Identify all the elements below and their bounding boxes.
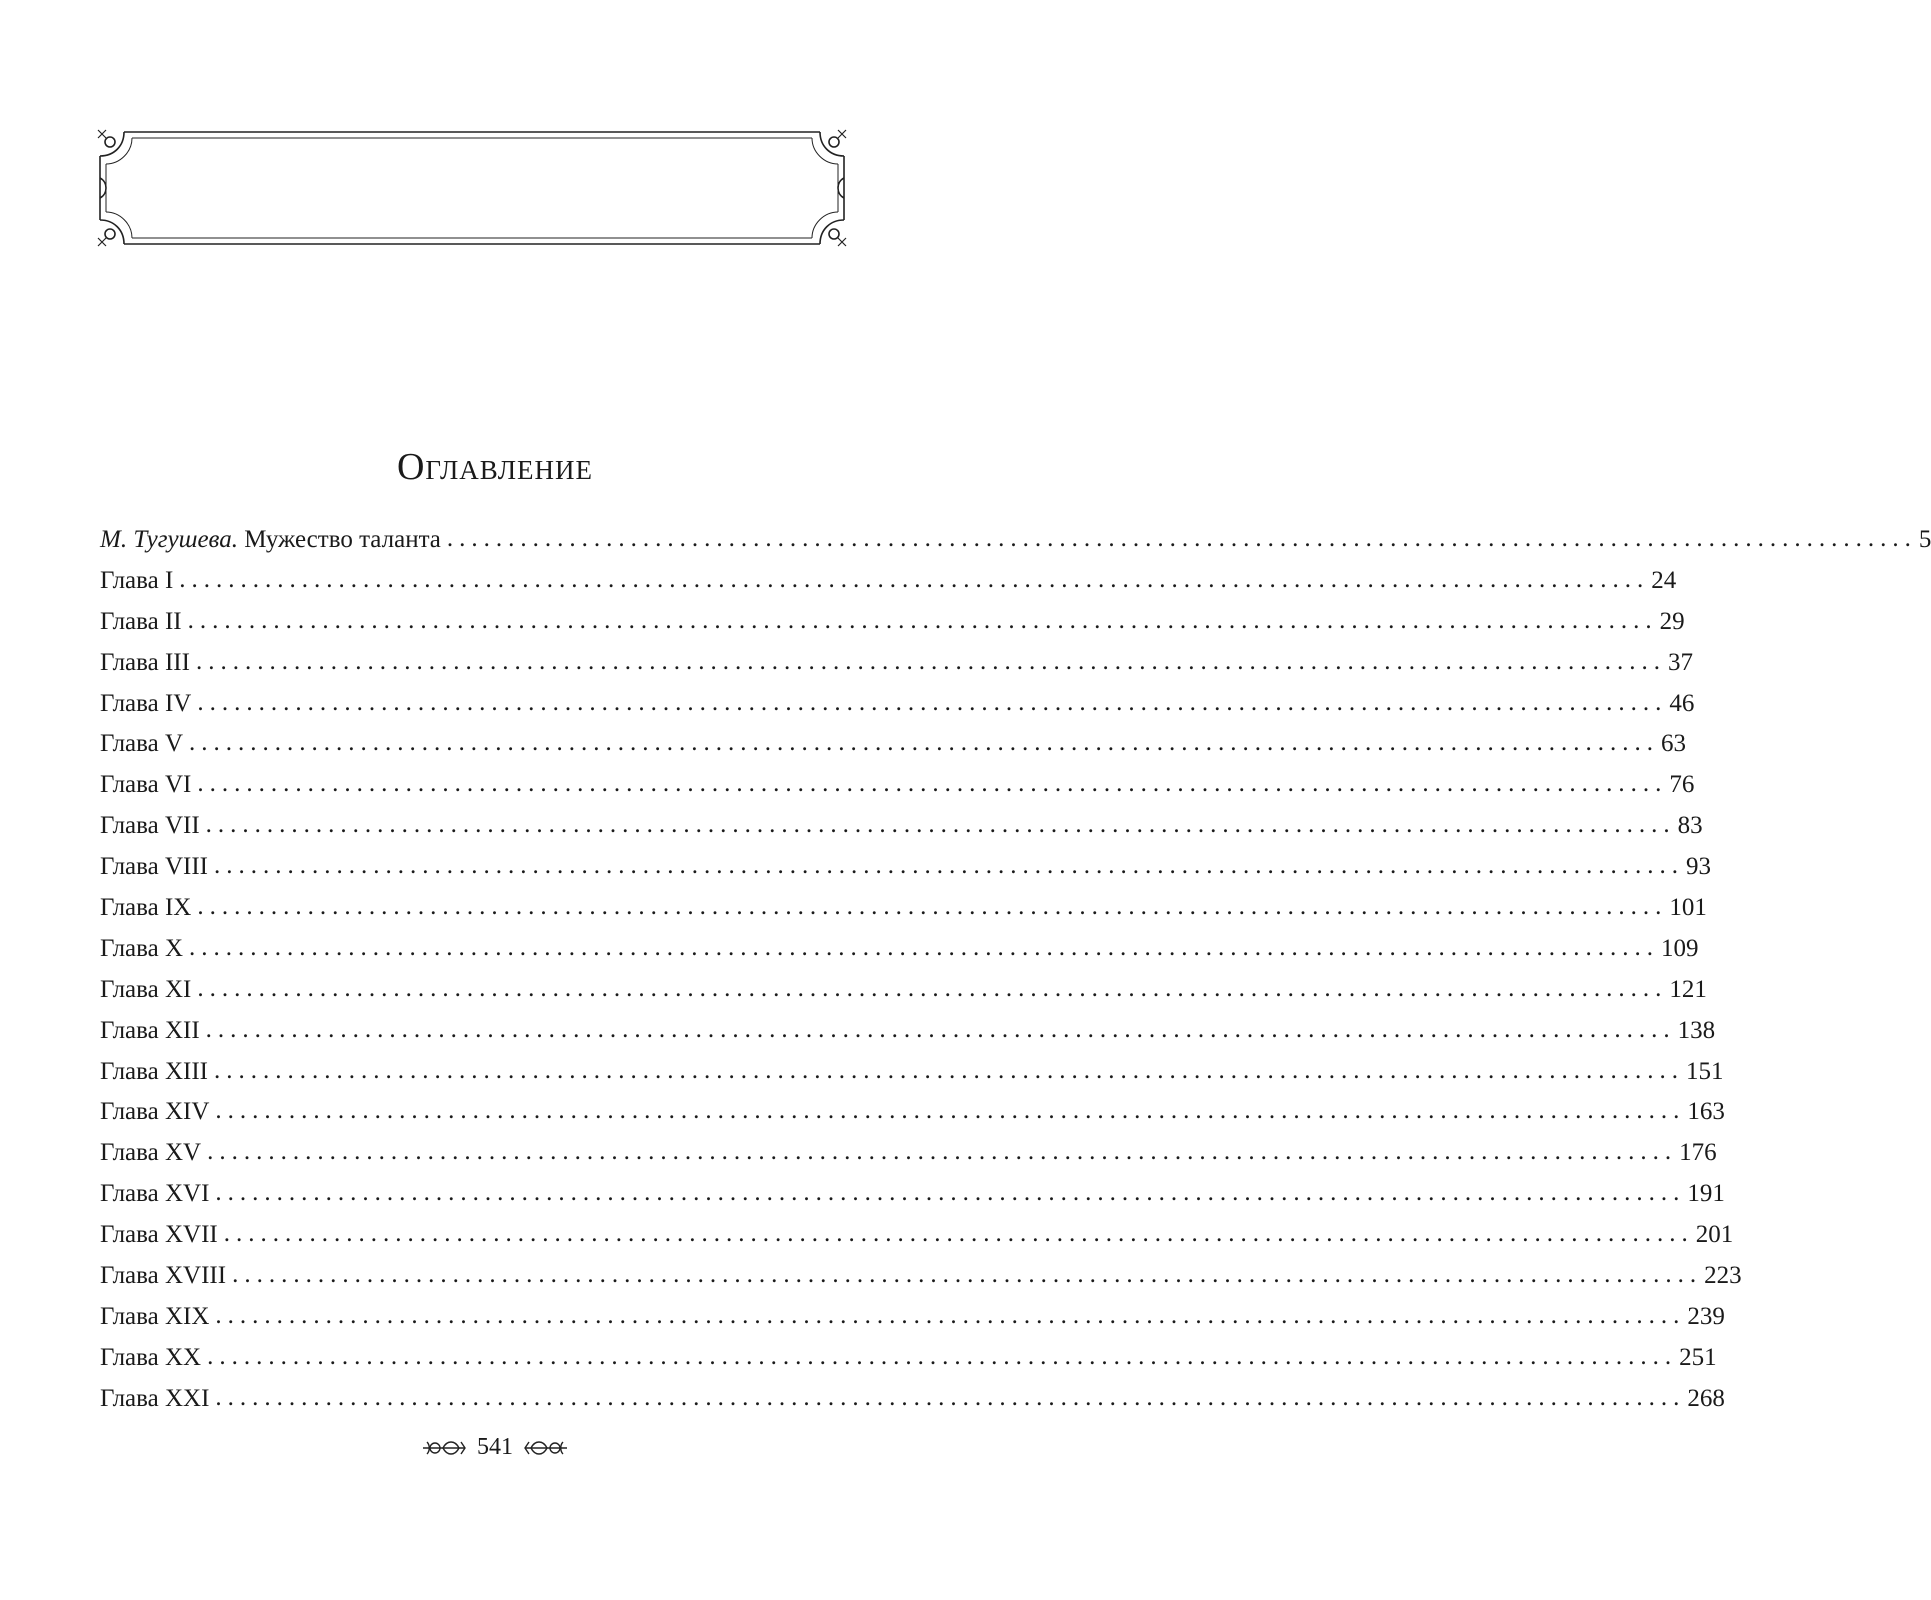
flourish-left-icon [421,1437,467,1459]
toc-entry[interactable] [100,933,1699,977]
toc-entry-page: 37 [1667,648,1693,676]
toc-entry-title: Глава VII [100,812,200,840]
toc-entry[interactable] [100,729,1687,772]
page-title: Оглавление [396,446,594,488]
toc-entry-title: Глава XVI [100,1180,210,1208]
dot-leader: ........................................................................................................................ [223,1220,1694,1248]
toc-entry[interactable] [100,1220,1734,1263]
dot-leader: ........................................................................................................................ [197,688,1668,716]
toc-entry-page: 151 [1686,1057,1724,1085]
toc-entry-page: 76 [1669,771,1695,799]
toc-entry-title: Глава X [100,934,184,962]
toc-entry-title: Глава XVII [100,1221,218,1249]
toc-entry[interactable] [100,1138,1717,1181]
dot-leader: ........................................................................................................................ [214,1056,1684,1084]
dot-leader: ........................................................................................................................ [179,565,1650,593]
toc-entry[interactable] [100,1015,1716,1059]
toc-entry-page: 101 [1669,894,1707,922]
dot-leader: ........................................................................................................................ [205,811,1676,839]
toc-entry-page: 63 [1661,730,1687,758]
page-number: 541 [477,1434,513,1460]
toc-entry[interactable] [100,1261,1742,1304]
toc-entry[interactable] [100,1301,1725,1345]
toc-entry-title: Глава XIV [100,1098,210,1126]
toc-entry-title: Глава XIII [100,1057,208,1085]
toc-entry-title: Глава XXI [100,1384,210,1412]
toc-entry-title: Глава II [100,607,182,635]
toc-entry-title: Глава VI [100,771,192,799]
toc-entry-author: М. Тугушева. [100,526,238,553]
toc-entry-title: Глава XX [100,1343,202,1371]
toc-entry[interactable] [100,893,1707,936]
dot-leader: ........................................................................................................................ [207,1342,1678,1370]
toc-entry[interactable] [100,565,1677,609]
toc-entry-page: 109 [1661,934,1699,962]
dot-leader: ........................................................................................................................ [189,729,1660,757]
toc-entry[interactable] [100,1342,1717,1386]
dot-leader: ........................................................................................................................ [446,525,1917,552]
ornamental-frame-icon [96,128,848,248]
toc-entry[interactable] [100,1097,1725,1140]
dot-leader: ........................................................................................................................ [207,1138,1678,1166]
toc-entry-page: 121 [1669,975,1707,1003]
dot-leader: ........................................................................................................................ [215,1383,1686,1411]
flourish-right-icon [523,1437,569,1459]
dot-leader: ........................................................................................................................ [187,606,1658,634]
toc-entry-page: 138 [1677,1016,1716,1044]
dot-leader: ........................................................................................................................ [197,893,1668,921]
toc-entry-title: Глава IV [100,689,192,717]
dot-leader: ........................................................................................................................ [205,1015,1676,1043]
dot-leader: ........................................................................................................................ [215,1179,1686,1207]
toc-entry-page: 223 [1704,1262,1742,1290]
dot-leader: ........................................................................................................................ [189,933,1660,961]
dot-leader: ........................................................................................................................ [197,770,1668,798]
toc-entry-title: Глава VIII [100,853,208,881]
toc-entry-page: 163 [1687,1098,1725,1126]
toc-entry-title: Глава III [100,648,190,676]
toc-entry-page: 93 [1686,853,1711,881]
dot-leader: ........................................................................................................................ [214,852,1684,880]
toc-entry-page: 83 [1677,812,1703,840]
dot-leader: ........................................................................................................................ [232,1261,1703,1289]
toc-entry-title: Глава XIX [100,1302,210,1330]
toc-entry[interactable] [100,647,1693,691]
toc-entry-page: 29 [1659,607,1685,635]
toc-entry-title: Глава XI [100,975,192,1003]
toc-entry-page: 5 [1918,526,1931,553]
toc-entry[interactable] [100,1179,1725,1222]
toc-entry-page: 46 [1669,689,1695,717]
toc-entry-title: Глава V [100,730,184,758]
toc-entry[interactable] [100,974,1707,1018]
toc-entry-title: Глава IX [100,894,192,922]
toc-entry-title: Глава XVIII [100,1262,227,1290]
toc-entry-page: 239 [1687,1302,1725,1330]
toc-entry-page: 176 [1679,1139,1717,1167]
toc-entry-title: Глава XII [100,1016,200,1044]
toc-entry[interactable] [100,852,1711,895]
toc-entry[interactable] [100,606,1685,650]
table-of-contents [100,525,1931,1427]
toc-entry[interactable] [100,1383,1725,1427]
dot-leader: ........................................................................................................................ [215,1097,1686,1125]
toc-entry-page: 201 [1695,1221,1734,1249]
toc-entry-title: Глава I [100,566,174,594]
toc-entry[interactable] [100,811,1703,854]
toc-entry[interactable] [100,688,1695,732]
toc-entry-title: Мужество таланта [244,526,441,553]
page-footer [0,1434,990,1461]
toc-entry[interactable] [100,525,1931,568]
toc-entry-title: Глава XV [100,1139,202,1167]
dot-leader: ........................................................................................................................ [197,974,1668,1002]
toc-entry[interactable] [100,1056,1724,1100]
toc-entry-page: 24 [1651,566,1677,594]
toc-entry-page: 251 [1679,1343,1717,1371]
toc-entry[interactable] [100,770,1695,813]
dot-leader: ........................................................................................................................ [215,1301,1686,1329]
dot-leader: ........................................................................................................................ [195,647,1666,675]
toc-entry-page: 268 [1687,1384,1725,1412]
toc-entry-page: 191 [1687,1180,1725,1208]
